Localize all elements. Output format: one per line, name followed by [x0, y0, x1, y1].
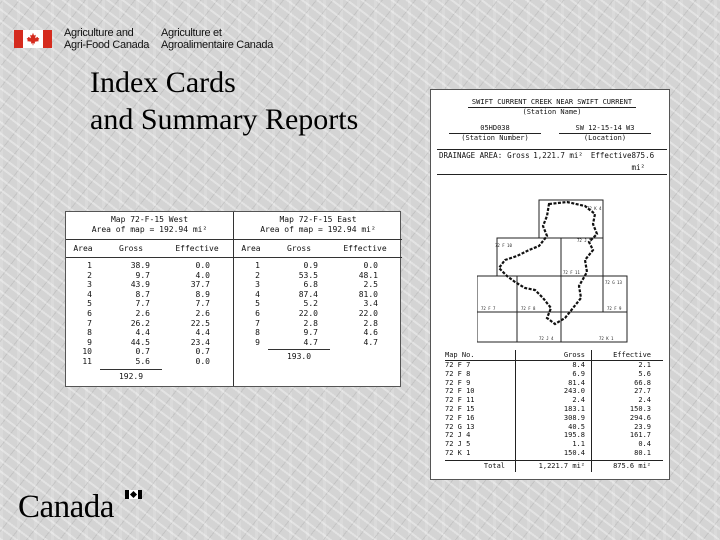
table-cell: 8 — [87, 328, 92, 338]
dept-en-line2: Agri-Food Canada — [64, 39, 150, 51]
index-card-east-total-row — [234, 349, 402, 362]
table-cell: 243.0 — [563, 387, 585, 396]
table-divider — [591, 350, 592, 472]
summary-table-total-row — [445, 460, 663, 472]
column-header-effective: Effective — [175, 244, 219, 253]
basin-boundary — [499, 202, 597, 324]
table-cell: 7.7 — [135, 299, 150, 309]
table-row — [445, 414, 663, 423]
table-cell: 8.7 — [135, 289, 150, 299]
table-cell: 0.0 — [195, 356, 210, 366]
table-cell: 2.5 — [363, 280, 378, 290]
slide-title-line1: Index Cards — [90, 66, 236, 99]
table-cell: 0.0 — [195, 261, 210, 270]
total-label: Total — [483, 461, 505, 470]
table-cell: 0.4 — [638, 440, 651, 449]
table-row — [234, 271, 402, 281]
table-cell: 9.7 — [303, 328, 318, 338]
station-number: 05HD038 — [449, 124, 541, 134]
table-row — [445, 449, 663, 458]
table-cell: 5.6 — [135, 356, 150, 366]
table-cell: 72 J 4 — [445, 431, 471, 440]
dept-en-line1: Agriculture and — [64, 27, 134, 39]
map-label: 72 F 8 — [521, 306, 536, 311]
table-cell: 9 — [87, 337, 92, 347]
table-row — [234, 299, 402, 309]
station-number-label: (Station Number) — [461, 134, 529, 142]
table-cell: 3.4 — [363, 299, 378, 309]
station-location: SW 12-15-14 W3 — [559, 124, 651, 134]
total-effective: 875.6 mi² — [613, 461, 651, 470]
table-cell: 48.1 — [358, 270, 378, 280]
table-cell: 72 F 9 — [445, 378, 471, 387]
table-cell: 10 — [82, 347, 92, 357]
canada-flag-icon — [14, 30, 52, 48]
table-cell: 81.0 — [358, 289, 378, 299]
table-cell: 5 — [255, 299, 260, 309]
drainage-area-label: DRAINAGE AREA: — [439, 151, 503, 160]
summary-table — [445, 350, 663, 472]
table-cell: 72 J 5 — [445, 440, 471, 449]
table-cell: 1.1 — [572, 440, 585, 449]
table-cell: 23.9 — [634, 422, 651, 431]
dept-fr-line2: Agroalimentaire Canada — [161, 39, 274, 51]
index-card-west-rows — [66, 258, 233, 367]
table-cell: 8 — [255, 328, 260, 338]
table-row — [445, 361, 663, 370]
table-cell: 2 — [255, 270, 260, 280]
table-cell: 53.5 — [298, 270, 318, 280]
table-row — [445, 405, 663, 414]
station-name-block — [467, 98, 637, 117]
table-cell: 195.8 — [563, 431, 585, 440]
drainage-area-row — [437, 149, 667, 175]
table-row — [66, 319, 233, 329]
index-card-east — [234, 212, 402, 386]
table-row — [66, 328, 233, 338]
table-cell: 4.4 — [135, 328, 150, 338]
table-row — [234, 338, 402, 348]
table-row — [234, 290, 402, 300]
table-cell: 3 — [87, 280, 92, 290]
table-cell: 80.1 — [634, 448, 651, 457]
gross-value: 1,221.7 mi² — [533, 151, 583, 160]
table-cell: 6 — [87, 308, 92, 318]
table-row — [66, 290, 233, 300]
table-row — [66, 299, 233, 309]
map-label: 72 K 4 — [587, 206, 602, 211]
table-cell: 26.2 — [130, 318, 150, 328]
table-row — [445, 379, 663, 388]
department-name-french — [161, 27, 273, 51]
table-cell: 161.7 — [629, 431, 651, 440]
table-cell: 8.9 — [195, 289, 210, 299]
table-cell: 4 — [255, 289, 260, 299]
drainage-basin-map — [477, 190, 667, 350]
table-row — [234, 261, 402, 271]
wordmark-flag-icon — [125, 490, 142, 499]
total-gross: 1,221.7 mi² — [538, 461, 585, 470]
department-name-english — [64, 27, 149, 51]
column-header-area: Area — [73, 244, 93, 253]
location-label: (Location) — [583, 134, 627, 142]
effective-label: Effective — [590, 151, 632, 160]
table-cell: 6.9 — [572, 369, 585, 378]
table-row — [66, 261, 233, 271]
effective-value: 875.6 mi² — [631, 151, 655, 172]
table-cell: 22.0 — [298, 308, 318, 318]
table-cell: 4.4 — [195, 328, 210, 338]
table-row — [234, 319, 402, 329]
map-label: 72 F 7 — [481, 306, 496, 311]
canada-wordmark: Canada — [18, 489, 114, 525]
table-row — [234, 309, 402, 319]
table-cell: 2.1 — [638, 361, 651, 369]
table-cell: 5.2 — [303, 299, 318, 309]
index-card-east-total: 193.0 — [268, 349, 330, 362]
table-cell: 7.7 — [195, 299, 210, 309]
table-row — [234, 328, 402, 338]
table-cell: 9 — [255, 337, 260, 347]
index-card-image — [65, 211, 401, 387]
table-cell: 22.5 — [190, 318, 210, 328]
table-cell: 2.4 — [638, 396, 651, 405]
table-row — [445, 396, 663, 405]
table-cell: 37.7 — [190, 280, 210, 290]
table-cell: 22.0 — [358, 308, 378, 318]
table-cell: 72 F 16 — [445, 413, 475, 422]
table-cell: 72 F 10 — [445, 387, 475, 396]
table-cell: 72 F 15 — [445, 404, 475, 413]
table-cell: 81.4 — [568, 378, 585, 387]
map-label: 72 F 11 — [563, 270, 580, 275]
table-cell: 43.9 — [130, 280, 150, 290]
table-cell: 72 F 7 — [445, 361, 471, 369]
table-cell: 2.4 — [572, 396, 585, 405]
table-row — [66, 338, 233, 348]
table-cell: 4.0 — [195, 270, 210, 280]
table-cell: 87.4 — [298, 289, 318, 299]
index-card-east-columns — [234, 240, 402, 258]
map-label: 72 J 4 — [539, 336, 554, 341]
column-header-area: Area — [241, 244, 261, 253]
table-cell: 27.7 — [634, 387, 651, 396]
table-cell: 5 — [87, 299, 92, 309]
index-card-east-header — [234, 212, 402, 240]
table-cell: 1 — [255, 261, 260, 270]
index-card-east-title: Map 72-F-15 East — [279, 215, 357, 224]
column-header-gross: Gross — [563, 351, 585, 359]
table-cell: 2.6 — [195, 308, 210, 318]
map-label: 72 J 5 — [577, 238, 592, 243]
table-cell: 2.6 — [135, 308, 150, 318]
column-header-map-no: Map No. — [445, 351, 475, 359]
table-row — [445, 431, 663, 440]
index-card-west-total-row — [66, 369, 233, 382]
table-cell: 2.8 — [363, 318, 378, 328]
table-cell: 11 — [82, 356, 92, 366]
table-cell: 183.1 — [563, 404, 585, 413]
table-row — [445, 387, 663, 396]
table-cell: 72 G 13 — [445, 422, 475, 431]
column-header-gross: Gross — [286, 244, 312, 253]
table-cell: 0.9 — [303, 261, 318, 270]
table-cell: 4 — [87, 289, 92, 299]
index-card-west-total: 192.9 — [100, 369, 162, 382]
table-cell: 8.4 — [572, 361, 585, 369]
table-row — [66, 280, 233, 290]
table-row — [66, 347, 233, 357]
table-cell: 6.8 — [303, 280, 318, 290]
table-cell: 38.9 — [130, 261, 150, 270]
table-cell: 150.4 — [563, 448, 585, 457]
table-row — [66, 357, 233, 367]
table-cell: 0.0 — [363, 261, 378, 270]
table-cell: 66.8 — [634, 378, 651, 387]
station-name-label: (Station Name) — [522, 108, 582, 116]
summary-table-header — [445, 350, 663, 361]
index-card-west-columns — [66, 240, 233, 258]
table-cell: 3 — [255, 280, 260, 290]
table-cell: 1 — [87, 261, 92, 270]
table-cell: 4.7 — [303, 337, 318, 347]
index-card-west-header — [66, 212, 233, 240]
table-row — [66, 309, 233, 319]
table-cell: 72 F 8 — [445, 369, 471, 378]
table-cell: 2 — [87, 270, 92, 280]
table-cell: 7 — [87, 318, 92, 328]
table-cell: 294.6 — [629, 413, 651, 422]
table-cell: 72 K 1 — [445, 448, 471, 457]
location-block — [559, 124, 651, 143]
table-row — [234, 280, 402, 290]
table-cell: 5.6 — [638, 369, 651, 378]
index-card-east-rows — [234, 258, 402, 347]
table-divider — [515, 350, 516, 472]
table-row — [445, 423, 663, 432]
table-cell: 0.7 — [195, 347, 210, 357]
dept-fr-line1: Agriculture et — [161, 27, 222, 39]
slide-title — [90, 64, 358, 138]
table-cell: 23.4 — [190, 337, 210, 347]
map-label: 72 F 10 — [495, 243, 512, 248]
summary-report-image — [430, 89, 670, 480]
table-cell: 4.7 — [363, 337, 378, 347]
table-cell: 4.6 — [363, 328, 378, 338]
map-label: 72 G 13 — [605, 280, 622, 285]
table-row — [445, 370, 663, 379]
station-name: SWIFT CURRENT CREEK NEAR SWIFT CURRENT — [468, 98, 636, 108]
column-header-effective: Effective — [613, 351, 651, 359]
table-cell: 44.5 — [130, 337, 150, 347]
index-card-west-title: Map 72-F-15 West — [110, 215, 189, 224]
table-cell: 40.5 — [568, 422, 585, 431]
column-header-effective: Effective — [343, 244, 387, 253]
table-row — [445, 440, 663, 449]
table-cell: 150.3 — [629, 404, 651, 413]
index-card-east-area: Area of map = 192.94 mi² — [260, 225, 376, 234]
index-card-west — [66, 212, 234, 386]
column-header-gross: Gross — [118, 244, 144, 253]
map-label: 72 F 9 — [607, 306, 622, 311]
table-cell: 72 F 11 — [445, 396, 475, 405]
table-cell: 7 — [255, 318, 260, 328]
table-cell: 9.7 — [135, 270, 150, 280]
gross-label: Gross — [507, 151, 530, 160]
map-label: 72 K 1 — [599, 336, 614, 341]
table-cell: 308.9 — [563, 413, 585, 422]
table-cell: 6 — [255, 308, 260, 318]
maple-leaf-icon — [26, 32, 40, 46]
index-card-west-area: Area of map = 192.94 mi² — [91, 225, 208, 234]
table-row — [66, 271, 233, 281]
station-number-block — [449, 124, 541, 143]
table-cell: 0.7 — [135, 347, 150, 357]
slide-title-line2: and Summary Reports — [90, 103, 359, 136]
summary-table-rows — [445, 361, 663, 458]
table-cell: 2.8 — [303, 318, 318, 328]
